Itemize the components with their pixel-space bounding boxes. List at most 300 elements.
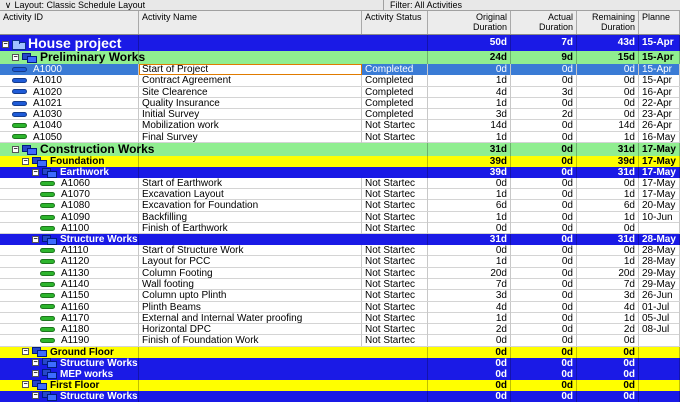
activity-name-cell[interactable]: Excavation for Foundation [139, 200, 362, 211]
planned-start-cell[interactable]: 10-Jun [639, 212, 680, 223]
remaining-duration-cell[interactable]: 0d [577, 109, 639, 120]
remaining-duration-cell[interactable]: 0d [577, 75, 639, 86]
original-duration-cell[interactable]: 1d [428, 189, 511, 200]
activity-id-cell[interactable] [0, 380, 139, 391]
actual-duration-cell[interactable]: 0d [511, 189, 577, 200]
actual-duration-cell[interactable]: 0d [511, 178, 577, 189]
original-duration-cell[interactable]: 4d [428, 87, 511, 98]
activity-id-cell[interactable] [0, 290, 139, 301]
collapse-toggle-icon[interactable]: − [23, 381, 28, 389]
remaining-duration-cell[interactable]: 7d [577, 279, 639, 290]
remaining-duration-cell[interactable]: 14d [577, 120, 639, 131]
remaining-duration-cell[interactable]: 31d [577, 143, 639, 156]
activity-id-cell[interactable] [0, 268, 139, 279]
activity-id: A1070 [61, 189, 90, 201]
wbs-row[interactable] [0, 347, 680, 358]
planned-start-cell[interactable]: 20-May [639, 200, 680, 211]
original-duration-cell[interactable]: 39d [428, 167, 511, 178]
column-header-activity-status[interactable]: Activity Status [362, 11, 428, 34]
original-duration-cell[interactable]: 3d [428, 290, 511, 301]
original-duration-cell[interactable]: 0d [428, 178, 511, 189]
activity-status-cell[interactable]: Completed [362, 109, 428, 120]
wbs-row[interactable] [0, 167, 680, 178]
actual-duration-cell[interactable]: 0d [511, 358, 577, 369]
actual-duration-cell[interactable]: 2d [511, 109, 577, 120]
planned-start-cell[interactable]: 29-May [639, 268, 680, 279]
original-duration-cell[interactable]: 0d [428, 358, 511, 369]
remaining-duration-cell[interactable]: 6d [577, 200, 639, 211]
activity-status-cell[interactable]: Not Startec [362, 279, 428, 290]
wbs-spacer [139, 358, 428, 369]
wbs-name: Ground Floor [50, 346, 114, 358]
activity-id-cell[interactable] [0, 200, 139, 211]
original-duration-cell[interactable]: 20d [428, 268, 511, 279]
remaining-duration-cell[interactable]: 0d [577, 380, 639, 391]
activity-bar-icon [40, 316, 55, 321]
activity-id-cell[interactable] [0, 358, 139, 369]
original-duration-cell[interactable]: 2d [428, 324, 511, 335]
activity-name-cell[interactable]: Initial Survey [139, 109, 362, 120]
remaining-duration-cell[interactable]: 1d [577, 313, 639, 324]
remaining-duration-cell[interactable]: 0d [577, 245, 639, 256]
activity-id-cell[interactable] [0, 141, 155, 156]
planned-start-cell[interactable]: 08-Jul [639, 324, 680, 335]
original-duration-cell[interactable]: 0d [428, 347, 511, 358]
activity-id-cell[interactable] [0, 313, 139, 324]
original-duration-cell[interactable]: 3d [428, 109, 511, 120]
actual-duration-cell[interactable]: 0d [511, 143, 577, 156]
remaining-duration-cell[interactable]: 0d [577, 335, 639, 346]
planned-start-cell[interactable] [639, 380, 680, 391]
activity-name-cell[interactable]: Site Clearence [139, 87, 362, 98]
wbs-icon [32, 380, 46, 389]
actual-duration-cell[interactable]: 0d [511, 391, 577, 402]
wbs-name: House project [28, 35, 122, 51]
activity-id: A1100 [61, 222, 90, 234]
activity-name-cell[interactable]: Mobilization work [139, 120, 362, 131]
table-row[interactable] [0, 200, 680, 211]
remaining-duration-cell[interactable]: 31d [577, 234, 639, 245]
wbs-name: Earthwork [60, 166, 109, 178]
wbs-name: First Floor [50, 379, 100, 391]
actual-duration-cell[interactable]: 0d [511, 200, 577, 211]
activity-id-cell[interactable] [0, 234, 139, 245]
activity-name-cell[interactable]: Contract Agreement [139, 75, 362, 86]
original-duration-cell[interactable]: 0d [428, 380, 511, 391]
collapse-toggle-icon[interactable]: − [13, 54, 18, 62]
actual-duration-cell[interactable]: 0d [511, 212, 577, 223]
activity-status-cell[interactable]: Completed [362, 87, 428, 98]
planned-start-cell[interactable] [639, 391, 680, 402]
wbs-row[interactable] [0, 234, 680, 245]
activity-name-cell[interactable]: Column Footing [139, 268, 362, 279]
remaining-duration-cell[interactable]: 0d [577, 369, 639, 380]
original-duration-cell[interactable]: 1d [428, 212, 511, 223]
actual-duration-cell[interactable]: 7d [511, 35, 577, 51]
table-row[interactable] [0, 256, 680, 267]
layout-selector[interactable] [0, 0, 384, 10]
activity-bar-icon [40, 259, 55, 264]
wbs-spacer [139, 143, 428, 156]
activity-id-cell[interactable] [0, 391, 139, 402]
activity-id-cell[interactable] [0, 302, 139, 313]
activity-id: A1050 [33, 131, 62, 143]
activity-name-cell[interactable]: Start of Structure Work [139, 245, 362, 256]
original-duration-cell[interactable]: 31d [428, 234, 511, 245]
original-duration-cell[interactable]: 6d [428, 200, 511, 211]
collapse-toggle-icon[interactable]: − [23, 157, 28, 165]
original-duration-cell[interactable]: 31d [428, 143, 511, 156]
original-duration-cell[interactable]: 24d [428, 51, 511, 64]
planned-start-cell[interactable]: 15-Apr [639, 64, 680, 75]
actual-duration-cell[interactable]: 3d [511, 87, 577, 98]
table-row[interactable] [0, 212, 680, 223]
activity-status-cell[interactable]: Not Startec [362, 200, 428, 211]
wbs-row[interactable] [0, 391, 680, 402]
planned-start-cell[interactable]: 17-May [639, 143, 680, 156]
remaining-duration-cell[interactable]: 39d [577, 156, 639, 167]
wbs-row[interactable] [0, 369, 680, 380]
planned-start-cell[interactable] [639, 223, 680, 234]
activity-id: A1060 [61, 177, 90, 189]
activity-bar-icon [40, 192, 55, 197]
remaining-duration-cell[interactable]: 0d [577, 178, 639, 189]
wbs-spacer [139, 167, 428, 178]
actual-duration-cell[interactable]: 0d [511, 64, 577, 75]
wbs-row[interactable] [0, 358, 680, 369]
activity-status-cell[interactable]: Completed [362, 98, 428, 109]
actual-duration-cell[interactable]: 0d [511, 245, 577, 256]
planned-start-cell[interactable]: 17-May [639, 167, 680, 178]
activity-name-cell[interactable]: Horizontal DPC [139, 324, 362, 335]
activity-bar-icon [12, 134, 27, 139]
remaining-duration-cell[interactable]: 1d [577, 132, 639, 143]
column-header-original-duration[interactable]: Original Duration [428, 11, 511, 34]
collapse-toggle-icon[interactable]: − [13, 146, 18, 154]
planned-start-cell[interactable]: 16-May [639, 132, 680, 143]
remaining-duration-cell[interactable]: 0d [577, 358, 639, 369]
activity-status-cell[interactable]: Not Startec [362, 302, 428, 313]
activity-status-cell[interactable]: Not Startec [362, 256, 428, 267]
activity-bar-icon [40, 248, 55, 253]
planned-start-cell[interactable]: 05-Jul [639, 313, 680, 324]
wbs-icon [42, 358, 56, 367]
activity-id-cell[interactable] [0, 324, 139, 335]
wbs-spacer [139, 51, 428, 64]
activity-id-cell[interactable] [0, 87, 139, 98]
activity-id-cell[interactable] [0, 98, 139, 109]
remaining-duration-cell[interactable]: 4d [577, 302, 639, 313]
activity-status-cell[interactable]: Not Startec [362, 324, 428, 335]
wbs-row[interactable] [0, 51, 680, 64]
table-row[interactable] [0, 279, 680, 290]
activity-bar-icon [12, 67, 27, 72]
actual-duration-cell[interactable]: 9d [511, 51, 577, 64]
planned-start-cell[interactable] [639, 347, 680, 358]
activity-name-cell[interactable]: Plinth Beams [139, 302, 362, 313]
activity-bar-icon [12, 78, 27, 83]
wbs-name: Structure Works [60, 390, 138, 402]
planned-start-cell[interactable]: 16-Apr [639, 87, 680, 98]
table-row[interactable] [0, 324, 680, 335]
activity-status-cell[interactable]: Not Startec [362, 189, 428, 200]
remaining-duration-cell[interactable]: 0d [577, 347, 639, 358]
planned-start-cell[interactable]: 17-May [639, 156, 680, 167]
actual-duration-cell[interactable]: 0d [511, 290, 577, 301]
original-duration-cell[interactable]: 4d [428, 302, 511, 313]
activity-status-cell[interactable]: Not Startec [362, 178, 428, 189]
activity-id-cell[interactable] [0, 223, 139, 234]
activity-id-cell[interactable] [0, 178, 139, 189]
activity-id-cell[interactable] [0, 279, 139, 290]
remaining-duration-cell[interactable]: 0d [577, 391, 639, 402]
original-duration-cell[interactable]: 1d [428, 313, 511, 324]
original-duration-cell[interactable]: 1d [428, 256, 511, 267]
activity-id-cell[interactable] [0, 189, 139, 200]
planned-start-cell[interactable]: 22-Apr [639, 98, 680, 109]
planned-start-cell[interactable]: 23-Apr [639, 109, 680, 120]
activity-id-cell[interactable] [0, 64, 139, 75]
planned-start-cell[interactable] [639, 358, 680, 369]
remaining-duration-cell[interactable]: 1d [577, 212, 639, 223]
activity-status-cell[interactable]: Not Startec [362, 132, 428, 143]
remaining-duration-cell[interactable]: 3d [577, 290, 639, 301]
project-folder-icon [12, 40, 24, 48]
actual-duration-cell[interactable]: 0d [511, 256, 577, 267]
actual-duration-cell[interactable]: 0d [511, 279, 577, 290]
activity-bar-icon [12, 123, 27, 128]
activity-name-cell[interactable]: Finish of Earthwork [139, 223, 362, 234]
activity-bar-icon [40, 181, 55, 186]
wbs-row[interactable] [0, 143, 680, 156]
activity-name-cell[interactable]: Final Survey [139, 132, 362, 143]
remaining-duration-cell[interactable]: 43d [577, 35, 639, 51]
actual-duration-cell[interactable]: 0d [511, 234, 577, 245]
activity-status-cell[interactable]: Not Startec [362, 245, 428, 256]
actual-duration-cell[interactable]: 0d [511, 380, 577, 391]
activity-status-cell[interactable]: Not Startec [362, 223, 428, 234]
actual-duration-cell[interactable]: 0d [511, 223, 577, 234]
wbs-row[interactable] [0, 156, 680, 167]
activity-id-cell[interactable] [0, 369, 139, 380]
remaining-duration-cell[interactable]: 0d [577, 87, 639, 98]
table-row[interactable] [0, 313, 680, 324]
activity-name-cell[interactable]: Wall footing [139, 279, 362, 290]
remaining-duration-cell[interactable]: 20d [577, 268, 639, 279]
collapse-toggle-icon[interactable]: − [3, 40, 8, 48]
activity-id: A1020 [33, 86, 62, 98]
activity-bar-icon [40, 226, 55, 231]
activity-id-cell[interactable] [0, 109, 139, 120]
actual-duration-cell[interactable]: 0d [511, 302, 577, 313]
activity-status-cell[interactable]: Not Startec [362, 335, 428, 346]
original-duration-cell[interactable]: 1d [428, 132, 511, 143]
table-row[interactable] [0, 109, 680, 120]
actual-duration-cell[interactable]: 0d [511, 335, 577, 346]
planned-start-cell[interactable] [639, 369, 680, 380]
activity-name-cell[interactable]: Finish of Foundation Work [139, 335, 362, 346]
collapse-toggle-icon[interactable]: − [23, 348, 28, 356]
remaining-duration-cell[interactable]: 0d [577, 64, 639, 75]
table-row[interactable] [0, 75, 680, 86]
table-row[interactable] [0, 335, 680, 346]
collapse-toggle-icon[interactable]: − [33, 168, 38, 176]
wbs-name: Preliminary Works [40, 50, 146, 64]
activity-id: A1120 [61, 256, 90, 268]
activity-name-cell[interactable]: Start of Earthwork [139, 178, 362, 189]
planned-start-cell[interactable]: 01-Jul [639, 302, 680, 313]
table-row[interactable] [0, 189, 680, 200]
wbs-spacer [139, 156, 428, 167]
activity-status-cell[interactable]: Not Startec [362, 313, 428, 324]
original-duration-cell[interactable]: 0d [428, 223, 511, 234]
activity-bar-icon [40, 327, 55, 332]
wbs-name: Foundation [50, 155, 105, 167]
original-duration-cell[interactable]: 0d [428, 369, 511, 380]
activity-id-cell[interactable] [0, 167, 139, 178]
activity-id-cell[interactable] [0, 245, 139, 256]
actual-duration-cell[interactable]: 0d [511, 132, 577, 143]
original-duration-cell[interactable]: 0d [428, 391, 511, 402]
column-header-planned[interactable]: Planne [639, 11, 680, 34]
activity-id-cell[interactable] [0, 347, 139, 358]
planned-start-cell[interactable] [639, 335, 680, 346]
original-duration-cell[interactable]: 0d [428, 64, 511, 75]
table-row[interactable] [0, 98, 680, 109]
activity-name-cell[interactable]: Quality Insurance [139, 98, 362, 109]
filter-label[interactable]: Filter: All Activities [390, 0, 463, 10]
original-duration-cell[interactable]: 1d [428, 75, 511, 86]
wbs-row[interactable] [0, 35, 680, 51]
table-row[interactable] [0, 87, 680, 98]
planned-start-cell[interactable]: 15-Apr [639, 75, 680, 86]
activity-id: A1030 [33, 109, 62, 121]
remaining-duration-cell[interactable]: 1d [577, 189, 639, 200]
activity-id-cell[interactable] [0, 256, 139, 267]
planned-start-cell[interactable]: 26-Jun [639, 290, 680, 301]
table-row[interactable] [0, 178, 680, 189]
planned-start-cell[interactable]: 28-May [639, 256, 680, 267]
remaining-duration-cell[interactable]: 2d [577, 324, 639, 335]
table-row[interactable] [0, 302, 680, 313]
table-row[interactable] [0, 64, 680, 75]
table-row[interactable] [0, 290, 680, 301]
activity-id-cell[interactable] [0, 212, 139, 223]
activity-name-cell[interactable]: Column upto Plinth [139, 290, 362, 301]
activity-id: A1170 [61, 312, 90, 324]
activity-status-cell[interactable]: Not Startec [362, 268, 428, 279]
wbs-row[interactable] [0, 380, 680, 391]
original-duration-cell[interactable]: 7d [428, 279, 511, 290]
original-duration-cell[interactable]: 0d [428, 335, 511, 346]
activity-status-cell[interactable]: Not Startec [362, 290, 428, 301]
activity-id-cell[interactable] [0, 75, 139, 86]
actual-duration-cell[interactable]: 0d [511, 120, 577, 131]
planned-start-cell[interactable]: 29-May [639, 279, 680, 290]
activity-name-cell[interactable]: Backfilling [139, 212, 362, 223]
activity-id: A1130 [61, 267, 90, 279]
remaining-duration-cell[interactable]: 0d [577, 223, 639, 234]
actual-duration-cell[interactable]: 0d [511, 167, 577, 178]
actual-duration-cell[interactable]: 0d [511, 347, 577, 358]
wbs-icon [42, 369, 56, 378]
activity-status-cell[interactable]: Completed [362, 64, 428, 75]
original-duration-cell[interactable]: 39d [428, 156, 511, 167]
actual-duration-cell[interactable]: 0d [511, 313, 577, 324]
planned-start-cell[interactable]: 15-Apr [639, 35, 680, 51]
planned-start-cell[interactable]: 17-May [639, 178, 680, 189]
table-row[interactable] [0, 268, 680, 279]
activity-id: A1140 [61, 278, 90, 290]
collapse-toggle-icon[interactable]: − [33, 392, 38, 400]
wbs-spacer [139, 35, 428, 51]
activity-id: A1010 [33, 75, 62, 87]
activity-status-cell[interactable]: Not Startec [362, 212, 428, 223]
chevron-down-icon[interactable]: ∨ [4, 0, 12, 10]
remaining-duration-cell[interactable]: 1d [577, 256, 639, 267]
column-header-remaining-duration[interactable]: Remaining Duration [577, 11, 639, 34]
table-row[interactable] [0, 245, 680, 256]
collapse-toggle-icon[interactable]: − [33, 359, 38, 367]
table-row[interactable] [0, 223, 680, 234]
wbs-icon [22, 53, 36, 62]
original-duration-cell[interactable]: 14d [428, 120, 511, 131]
remaining-duration-cell[interactable]: 15d [577, 51, 639, 64]
table-row[interactable] [0, 120, 680, 131]
planned-start-cell[interactable]: 17-May [639, 189, 680, 200]
activity-name-cell[interactable]: Start of Project [139, 64, 362, 75]
activity-id-cell[interactable] [0, 50, 146, 64]
activity-id: A1110 [61, 245, 89, 257]
planned-start-cell[interactable]: 15-Apr [639, 51, 680, 64]
activity-id-cell[interactable] [0, 335, 139, 346]
activity-name-cell[interactable]: Excavation Layout [139, 189, 362, 200]
actual-duration-cell[interactable]: 0d [511, 369, 577, 380]
activity-status-cell[interactable]: Not Startec [362, 120, 428, 131]
actual-duration-cell[interactable]: 0d [511, 324, 577, 335]
activity-status-cell[interactable]: Completed [362, 75, 428, 86]
activity-id-cell[interactable] [0, 35, 139, 51]
actual-duration-cell[interactable]: 0d [511, 75, 577, 86]
column-header-activity-name[interactable]: Activity Name [139, 11, 362, 34]
planned-start-cell[interactable]: 26-Apr [639, 120, 680, 131]
actual-duration-cell[interactable]: 0d [511, 268, 577, 279]
collapse-toggle-icon[interactable]: − [33, 236, 38, 244]
column-header-actual-duration[interactable]: Actual Duration [511, 11, 577, 34]
activity-bar-icon [40, 271, 55, 276]
activity-name-cell[interactable]: External and Internal Water proofing [139, 313, 362, 324]
original-duration-cell[interactable]: 1d [428, 98, 511, 109]
wbs-name: MEP works [60, 368, 114, 380]
activity-name-cell[interactable]: Layout for PCC [139, 256, 362, 267]
remaining-duration-cell[interactable]: 31d [577, 167, 639, 178]
table-body [0, 35, 680, 402]
column-header-activity-id[interactable]: Activity ID [0, 11, 139, 34]
actual-duration-cell[interactable]: 0d [511, 98, 577, 109]
original-duration-cell[interactable]: 50d [428, 35, 511, 51]
activity-id-cell[interactable] [0, 120, 139, 131]
actual-duration-cell[interactable]: 0d [511, 156, 577, 167]
original-duration-cell[interactable]: 0d [428, 245, 511, 256]
planned-start-cell[interactable]: 28-May [639, 245, 680, 256]
activity-id: A1000 [33, 64, 62, 75]
planned-start-cell[interactable]: 28-May [639, 234, 680, 245]
collapse-toggle-icon[interactable]: − [33, 370, 38, 378]
remaining-duration-cell[interactable]: 0d [577, 98, 639, 109]
activity-id-cell[interactable] [0, 156, 139, 167]
activity-bar-icon [12, 101, 27, 106]
wbs-icon [32, 347, 46, 356]
